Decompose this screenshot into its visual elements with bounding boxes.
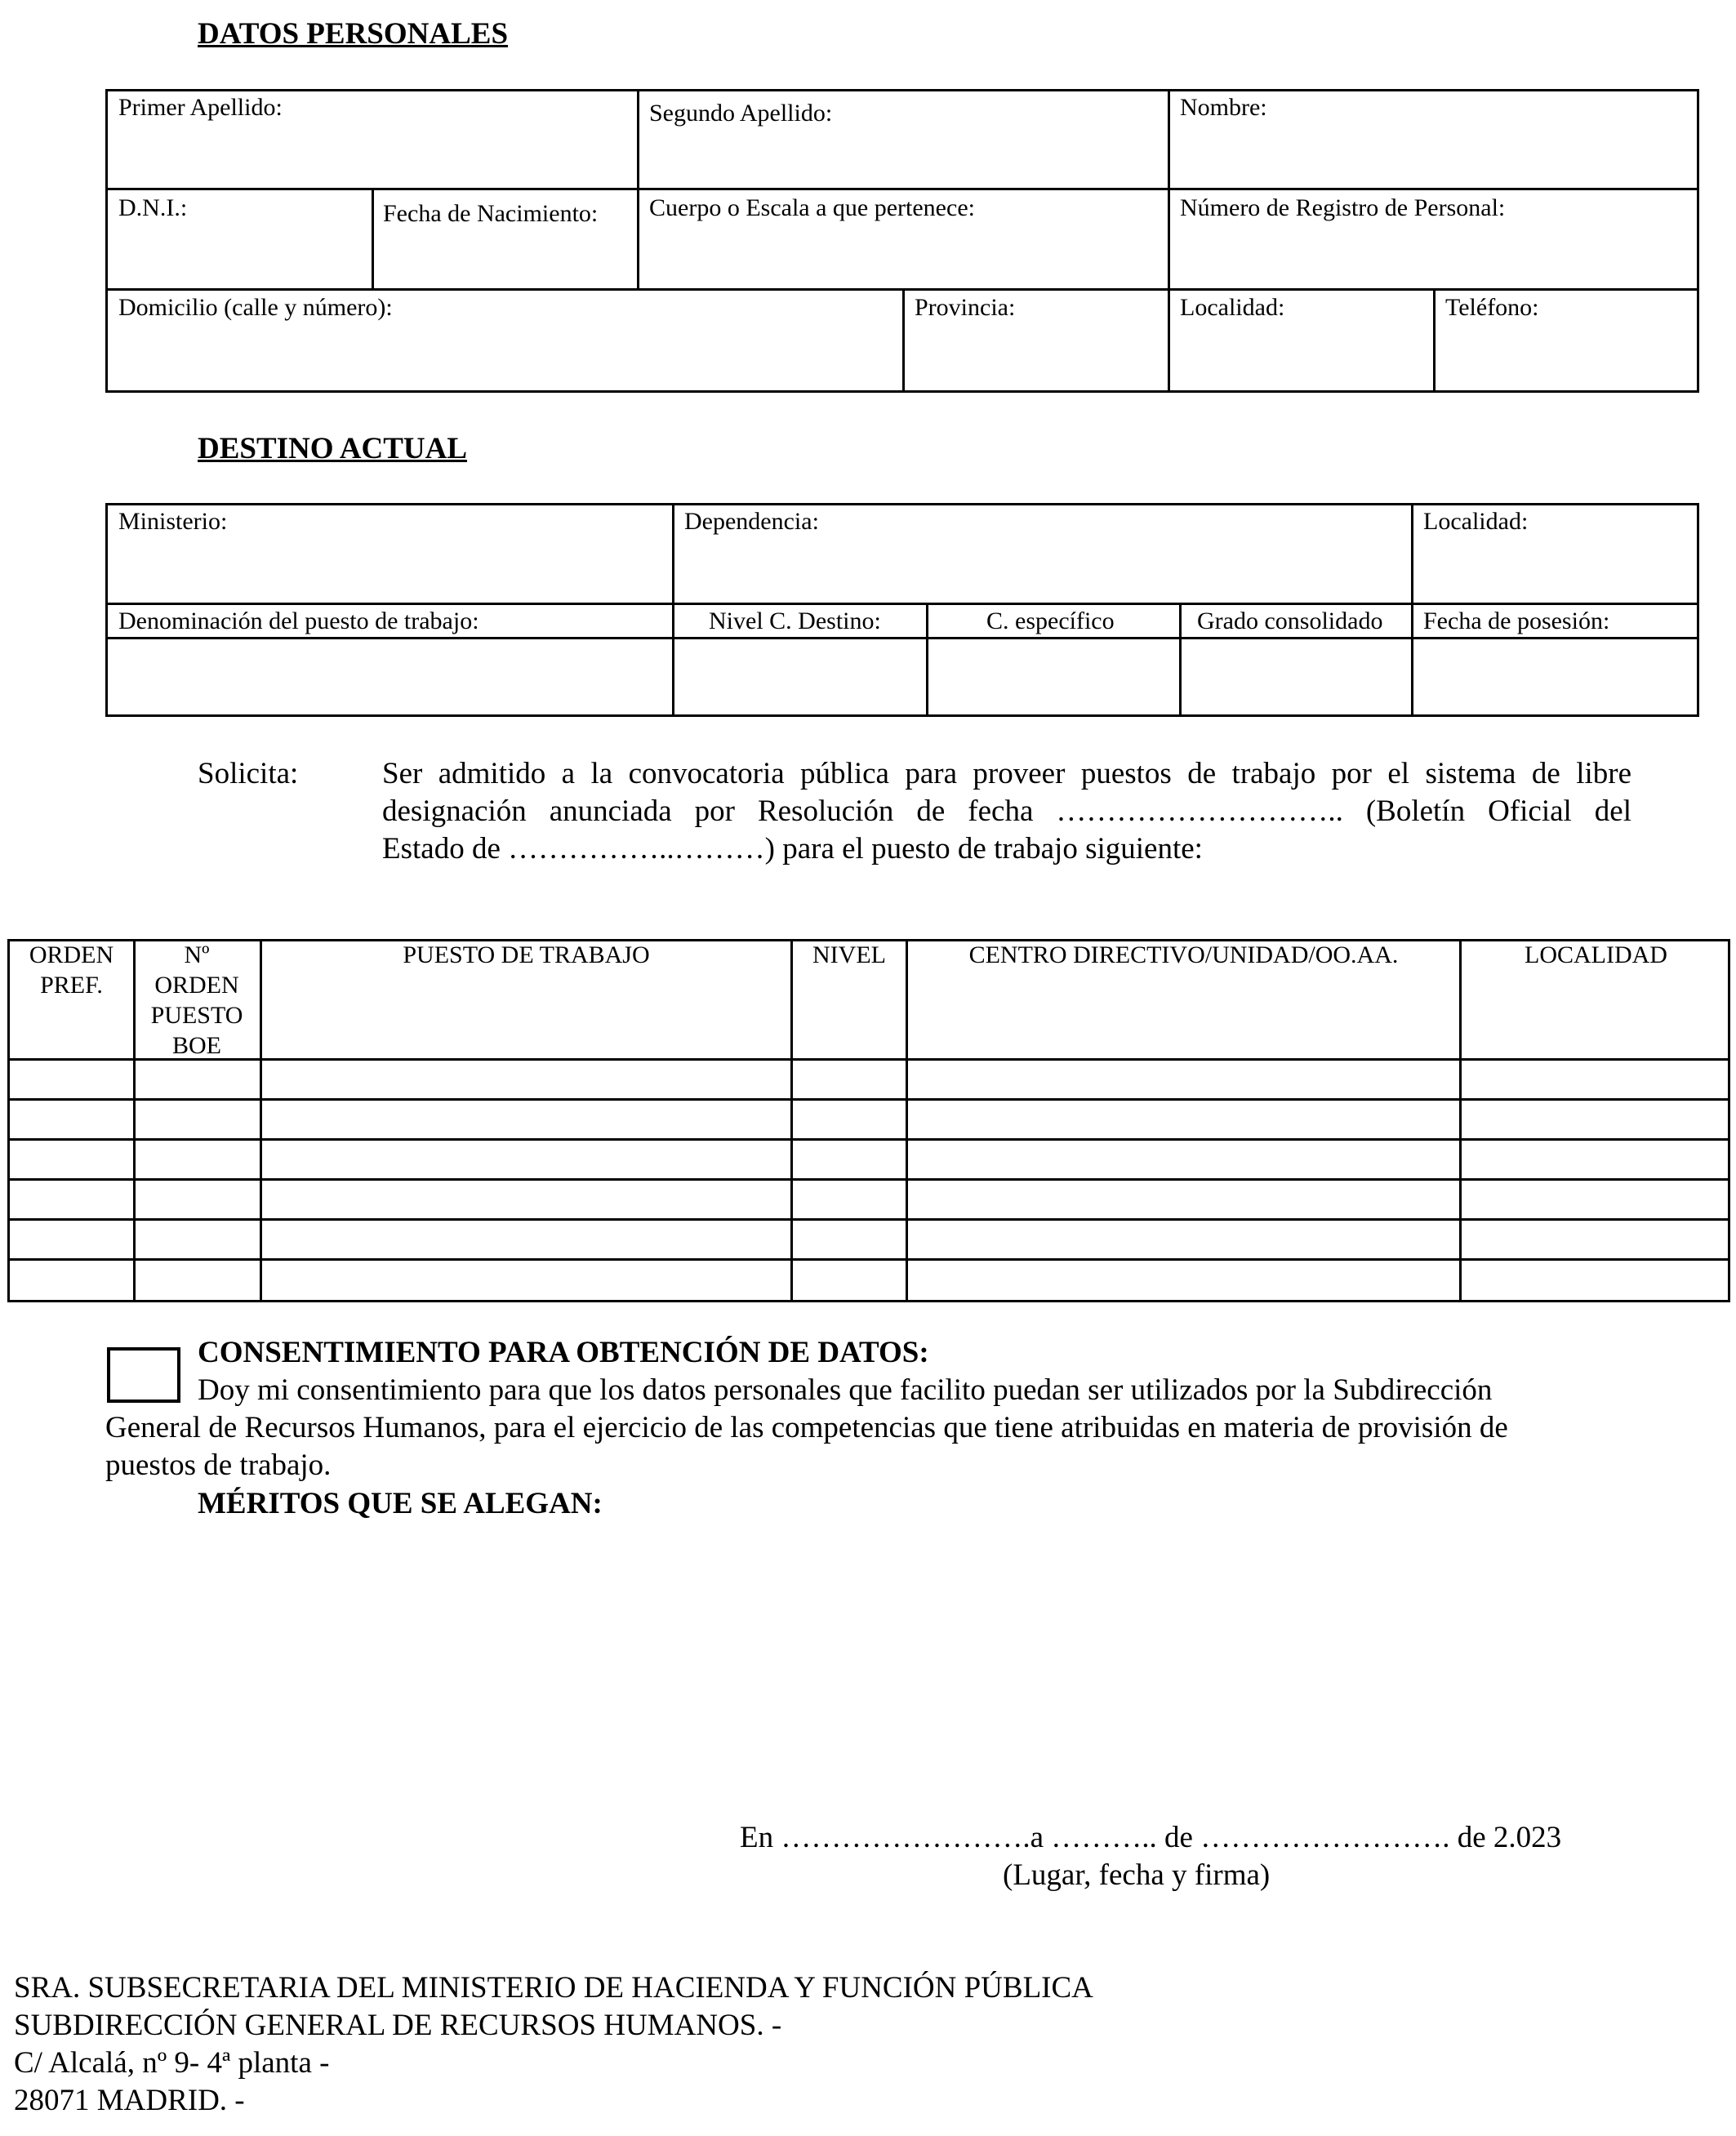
divider [105, 188, 1699, 190]
destinatario-line: SRA. SUBSECRETARIA DEL MINISTERIO DE HACIENDA Y FUNCIÓN PÚBLICA [14, 1971, 1093, 2005]
divider [926, 603, 928, 717]
firma-line: En …………………….a ……….. de ……………………. de 2.023 [740, 1821, 1562, 1854]
dependencia-field[interactable]: Dependencia: [684, 508, 819, 535]
divider [637, 89, 639, 290]
puestos-table-border [7, 939, 1730, 1302]
divider [7, 1138, 1730, 1141]
divider [372, 189, 374, 290]
divider [1179, 603, 1182, 717]
solicita-text [382, 755, 1631, 868]
meritos-title: MÉRITOS QUE SE ALEGAN: [198, 1487, 603, 1520]
divider [1459, 939, 1462, 1302]
header-n-orden-puesto-boe: Nº ORDEN PUESTO BOE [150, 941, 243, 1059]
header-localidad: LOCALIDAD [1525, 941, 1667, 968]
divider [7, 1258, 1730, 1261]
consent-text-line: puestos de trabajo. [105, 1448, 332, 1482]
divider [7, 1098, 1730, 1101]
divider [902, 289, 905, 393]
divider [105, 637, 1699, 639]
provincia-field[interactable]: Provincia: [915, 294, 1016, 321]
header-orden-pref: ORDEN PREF. [29, 941, 114, 999]
header-nivel: NIVEL [812, 941, 886, 968]
consent-title: CONSENTIMIENTO PARA OBTENCIÓN DE DATOS: [198, 1336, 929, 1369]
cuerpo-escala-field[interactable]: Cuerpo o Escala a que pertenece: [649, 194, 975, 221]
nivel-destino-label: Nivel C. Destino: [709, 607, 881, 634]
divider [7, 1218, 1730, 1221]
telefono-field[interactable]: Teléfono: [1445, 294, 1539, 321]
complemento-especifico-label: C. específico [986, 607, 1115, 634]
domicilio-field[interactable]: Domicilio (calle y número): [118, 294, 393, 321]
solicita-line: designación anunciada por Resolución de fecha ……………………….. (Boletín Oficial del [382, 794, 1631, 828]
section-title-personal: DATOS PERSONALES [198, 17, 509, 51]
segundo-apellido-field[interactable]: Segundo Apellido: [649, 100, 833, 127]
section-title-destino: DESTINO ACTUAL [198, 432, 468, 465]
destinatario-line: C/ Alcalá, nº 9- 4ª planta - [14, 2046, 330, 2080]
grado-consolidado-label: Grado consolidado [1197, 607, 1383, 634]
denominacion-puesto-label: Denominación del puesto de trabajo: [118, 607, 479, 634]
solicita-label: Solicita: [198, 757, 299, 790]
header-centro-directivo: CENTRO DIRECTIVO/UNIDAD/OO.AA. [968, 941, 1399, 968]
divider [790, 939, 793, 1302]
fecha-nacimiento-field[interactable]: Fecha de Nacimiento: [383, 200, 599, 227]
divider [260, 939, 262, 1302]
destinatario-line: SUBDIRECCIÓN GENERAL DE RECURSOS HUMANOS. - [14, 2009, 782, 2042]
ministerio-field[interactable]: Ministerio: [118, 508, 228, 535]
consent-text-line: General de Recursos Humanos, para el ejercicio de las competencias que tiene atribuidas en materia de provisión de [105, 1411, 1508, 1444]
destinatario-line: 28071 MADRID. - [14, 2084, 245, 2117]
solicita-line: Estado de ……………..………) para el puesto de trabajo siguiente: [382, 832, 1203, 866]
solicita-line: Ser admitido a la convocatoria pública para proveer puestos de trabajo por el sistema de libre [382, 757, 1631, 790]
divider [7, 1058, 1730, 1061]
consent-checkbox[interactable] [107, 1347, 180, 1403]
header-puesto-trabajo: PUESTO DE TRABAJO [403, 941, 650, 968]
registro-personal-field[interactable]: Número de Registro de Personal: [1180, 194, 1506, 221]
divider [133, 939, 136, 1302]
primer-apellido-field[interactable]: Primer Apellido: [118, 94, 283, 121]
divider [1168, 89, 1170, 393]
divider [1433, 289, 1436, 393]
divider [7, 1178, 1730, 1181]
localidad-field[interactable]: Localidad: [1180, 294, 1285, 321]
destino-localidad-field[interactable]: Localidad: [1423, 508, 1529, 535]
divider [105, 603, 1699, 605]
divider [672, 503, 674, 717]
divider [1411, 503, 1413, 717]
consent-text-line: Doy mi consentimiento para que los datos personales que facilito puedan ser utilizados por la Subdirección [198, 1373, 1493, 1407]
firma-caption: (Lugar, fecha y firma) [1003, 1858, 1271, 1892]
divider [906, 939, 908, 1302]
nombre-field[interactable]: Nombre: [1180, 94, 1267, 121]
dni-field[interactable]: D.N.I.: [118, 194, 188, 221]
fecha-posesion-label: Fecha de posesión: [1423, 607, 1610, 634]
